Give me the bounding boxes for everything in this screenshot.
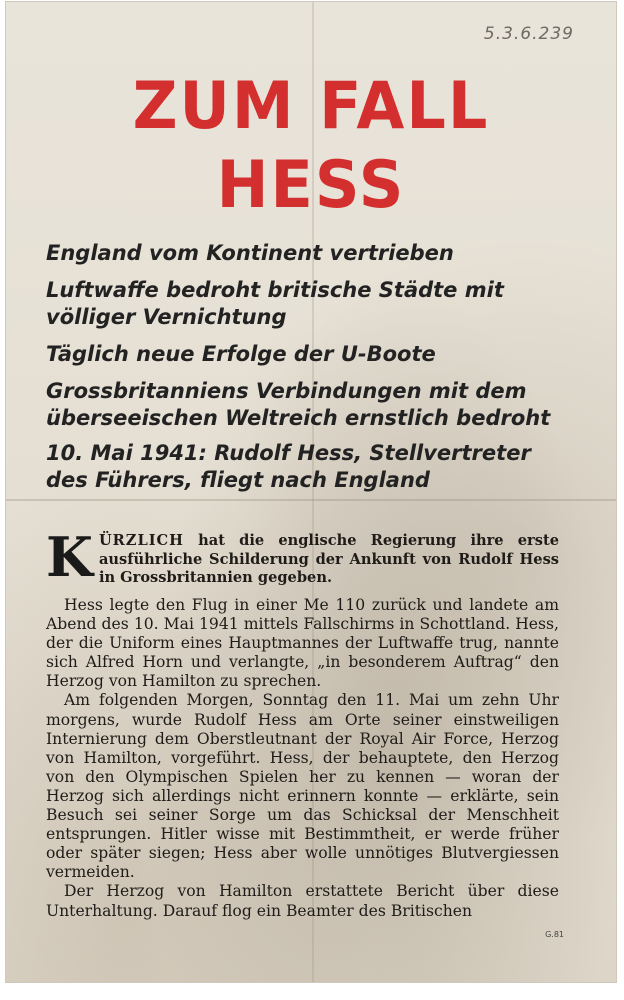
drop-cap: K — [46, 525, 93, 589]
article-paragraph: Am folgenden Morgen, Sonntag den 11. Mai um zehn Uhr morgens, wurde Rudolf Hess am Orte seiner einstweiligen Internierung dem Oberstleutnant der Royal Air Force, Herzog von Hamilton, vorgeführt. Hess, der behauptete, den Herzog von den Olympischen Spielen her zu kennen — woran der Herzog sich allerdings nicht erinnern konnte — erklärte, sein Besuch sei seiner Sorge um das Schicksal der Menschheit entsprungen. Hitler wisse mit Bestimmtheit, er werde früher oder später siegen; Hess aber wolle unnötiges Blutvergiessen vermeiden. — [46, 691, 559, 882]
article-paragraph: Hess legte den Flug in einer Me 110 zurück und landete am Abend des 10. Mai 1941 mittels Fallschirms in Schottland. Hess, der die Uniform eines Hauptmannes der Luftwaffe trug, nannte sich Alfred Horn und verlangte, „in besonderem Auftrag“ den Herzog von Hamilton zu sprechen. — [46, 596, 559, 691]
title-line-1: ZUM FALL — [132, 67, 490, 144]
intro-paragraph — [46, 525, 559, 589]
article-body — [46, 596, 559, 920]
headline: England vom Kontinent vertrieben — [46, 241, 454, 265]
headline: 10. Mai 1941: Rudolf Hess, Stellvertreter des Führers, fliegt nach England — [46, 441, 531, 492]
article-paragraph: Der Herzog von Hamilton erstattete Bericht über diese Unterhaltung. Darauf flog ein Beamter des Britischen — [46, 882, 559, 920]
headline: Täglich neue Erfolge der U-Boote — [46, 342, 436, 366]
headline-list — [46, 240, 566, 502]
headline: Grossbritanniens Verbindungen mit dem überseeischen Weltreich ernstlich bedroht — [46, 379, 551, 430]
headline: Luftwaffe bedroht britische Städte mit völliger Vernichtung — [46, 278, 504, 329]
leaflet-page — [6, 2, 616, 982]
intro-text — [46, 525, 559, 589]
intro-lead-word: ÜRZLICH — [98, 532, 184, 549]
archive-number: 5.3.6.239 — [483, 24, 574, 44]
print-code: G.81 — [545, 930, 564, 939]
intro-body: hat die englische Regierung ihre erste ausführliche Schilderung der Ankunft von Rudolf Hess in Grossbritannien gegeben. — [98, 532, 559, 586]
title-line-2: HESS — [216, 146, 406, 223]
